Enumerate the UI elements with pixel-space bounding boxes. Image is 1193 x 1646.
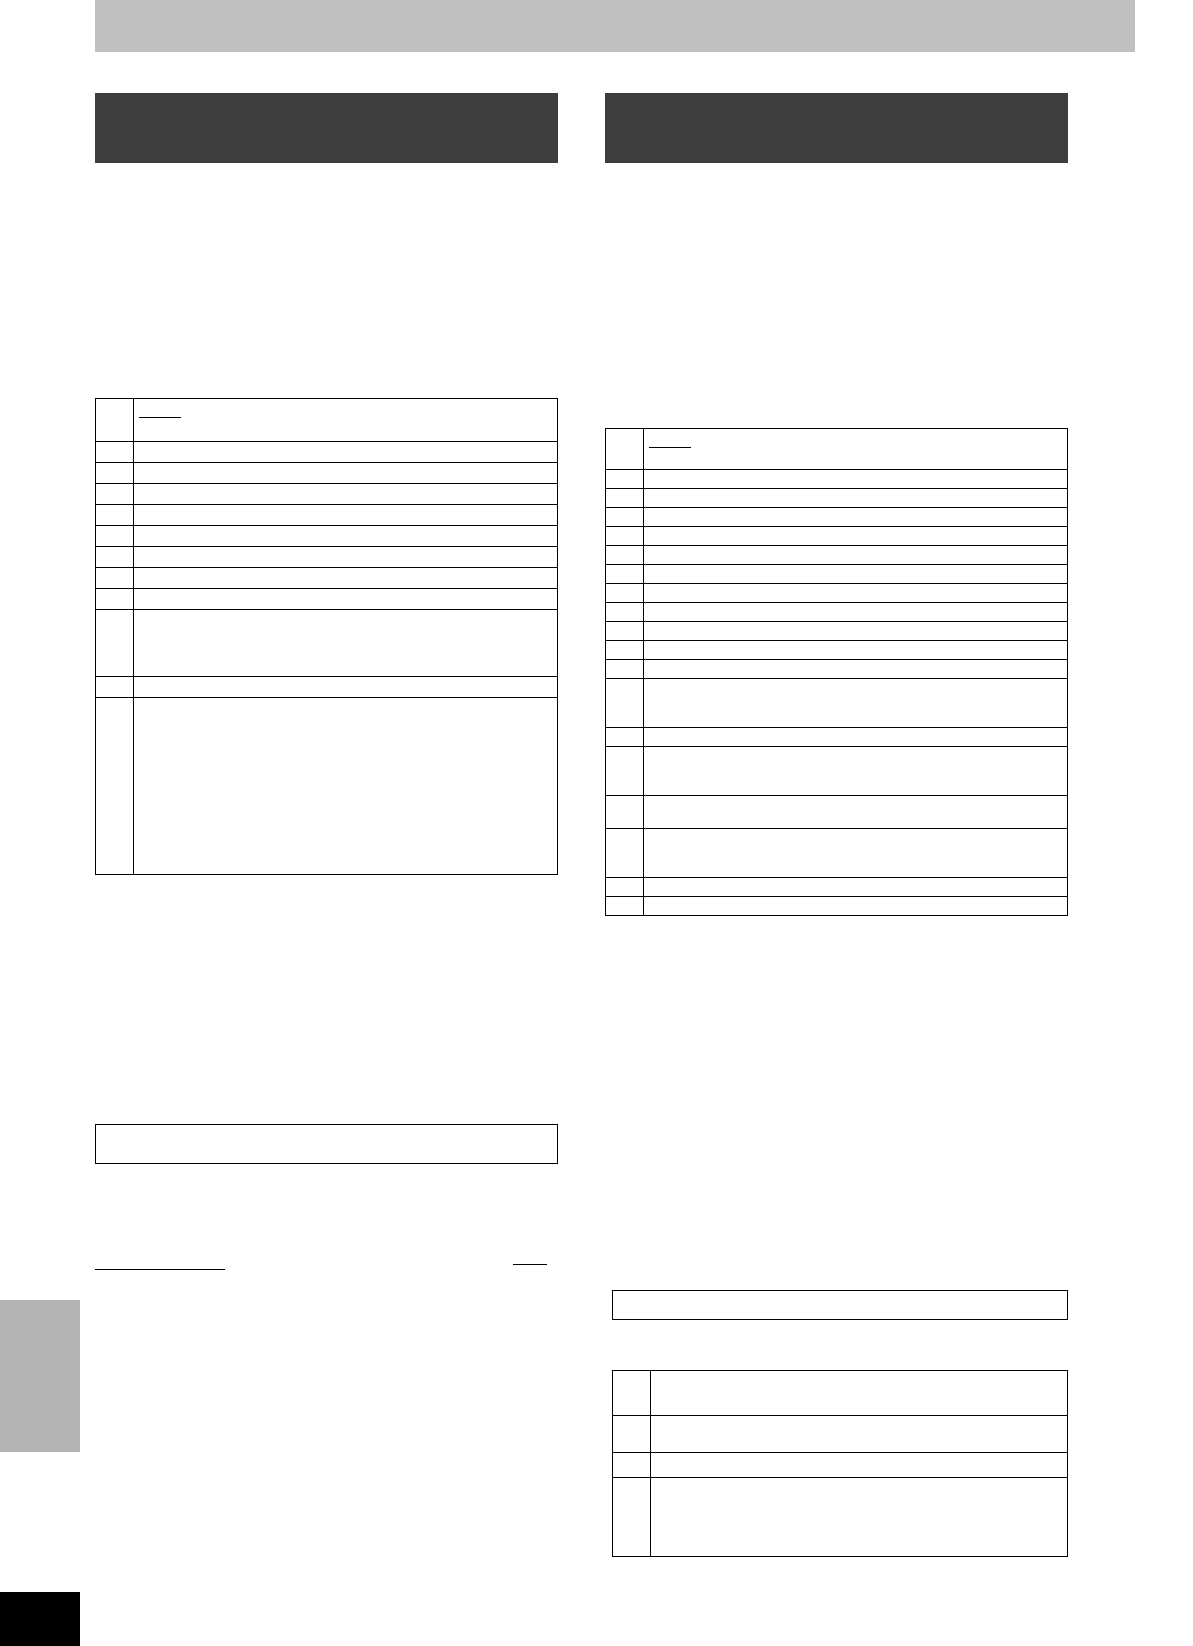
- row-num: [606, 878, 644, 897]
- table-header-row: [96, 399, 558, 442]
- table-header-label: [644, 429, 1068, 470]
- table-header-sub: [649, 447, 691, 448]
- row-num: [613, 1371, 651, 1416]
- row-num: [606, 728, 644, 747]
- table-header-num: [96, 399, 134, 442]
- right-table-wrapper: [605, 428, 1068, 916]
- table-row: [606, 679, 1068, 728]
- row-num: [606, 489, 644, 508]
- table-row: [606, 622, 1068, 641]
- table-row: [96, 589, 558, 610]
- table-row: [96, 505, 558, 526]
- table-header-label: [134, 399, 558, 442]
- row-text: [644, 565, 1068, 584]
- row-text: [134, 698, 558, 875]
- row-text: [644, 679, 1068, 728]
- row-text: [651, 1453, 1068, 1478]
- table-row: [96, 568, 558, 589]
- row-text: [651, 1478, 1068, 1557]
- right-section-title: [605, 93, 1068, 109]
- row-num: [606, 829, 644, 878]
- table-row: [96, 526, 558, 547]
- left-section-header: [95, 93, 558, 163]
- row-num: [96, 677, 134, 698]
- row-text: [644, 546, 1068, 565]
- row-num: [606, 679, 644, 728]
- row-num: [606, 796, 644, 829]
- left-section-title: [95, 93, 558, 109]
- left-footer-rule: [513, 1252, 547, 1265]
- table-row: [96, 698, 558, 875]
- row-text: [644, 527, 1068, 546]
- row-text: [134, 568, 558, 589]
- table-row: [606, 728, 1068, 747]
- row-num: [96, 505, 134, 526]
- row-num: [606, 747, 644, 796]
- row-text: [134, 610, 558, 677]
- table-row: [606, 897, 1068, 916]
- row-text: [651, 1371, 1068, 1416]
- row-num: [606, 660, 644, 679]
- row-num: [606, 897, 644, 916]
- row-text: [644, 829, 1068, 878]
- row-num: [606, 641, 644, 660]
- table-row: [606, 796, 1068, 829]
- table-row: [606, 470, 1068, 489]
- right-table2: [612, 1370, 1068, 1557]
- table-row: [613, 1371, 1068, 1416]
- right-note-box: [612, 1290, 1068, 1320]
- table-row: [606, 565, 1068, 584]
- row-num: [96, 589, 134, 610]
- row-text: [134, 442, 558, 463]
- table-row: [96, 610, 558, 677]
- row-text: [644, 603, 1068, 622]
- table-row: [613, 1416, 1068, 1453]
- table-row: [606, 489, 1068, 508]
- table-row: [606, 747, 1068, 796]
- page-edge-tab: [0, 1300, 80, 1452]
- table-header-num: [606, 429, 644, 470]
- row-text: [134, 547, 558, 568]
- table-row: [613, 1478, 1068, 1557]
- row-num: [613, 1416, 651, 1453]
- row-num: [606, 527, 644, 546]
- row-text: [134, 463, 558, 484]
- row-text: [644, 728, 1068, 747]
- table-row: [96, 463, 558, 484]
- row-num: [613, 1478, 651, 1557]
- table-header-row: [606, 429, 1068, 470]
- row-text: [644, 796, 1068, 829]
- table-row: [606, 829, 1068, 878]
- row-num: [606, 470, 644, 489]
- right-table: [605, 428, 1068, 916]
- row-text: [644, 747, 1068, 796]
- row-text: [644, 622, 1068, 641]
- row-text: [134, 677, 558, 698]
- row-text: [644, 878, 1068, 897]
- row-num: [96, 547, 134, 568]
- table-row: [606, 660, 1068, 679]
- table-row: [606, 508, 1068, 527]
- page-edge-tab-black: [0, 1592, 80, 1646]
- row-num: [606, 622, 644, 641]
- row-num: [606, 565, 644, 584]
- row-text: [651, 1416, 1068, 1453]
- row-text: [644, 584, 1068, 603]
- row-text: [134, 484, 558, 505]
- row-text: [644, 660, 1068, 679]
- table-row: [606, 584, 1068, 603]
- row-num: [606, 584, 644, 603]
- row-num: [96, 526, 134, 547]
- table-row: [606, 603, 1068, 622]
- row-num: [96, 484, 134, 505]
- table-row: [606, 527, 1068, 546]
- left-table: [95, 398, 558, 875]
- row-num: [606, 508, 644, 527]
- row-num: [613, 1453, 651, 1478]
- table-row: [613, 1453, 1068, 1478]
- row-num: [606, 603, 644, 622]
- right-table2-wrapper: [612, 1370, 1068, 1557]
- table-row: [606, 546, 1068, 565]
- row-num: [96, 442, 134, 463]
- left-note-box: [95, 1124, 558, 1164]
- table-row: [606, 878, 1068, 897]
- row-num: [96, 610, 134, 677]
- row-text: [644, 508, 1068, 527]
- page-header-band: [95, 0, 1135, 52]
- right-section-header: [605, 93, 1068, 163]
- row-text: [134, 589, 558, 610]
- row-num: [606, 546, 644, 565]
- row-num: [96, 568, 134, 589]
- row-text: [644, 489, 1068, 508]
- row-text: [644, 641, 1068, 660]
- left-table-wrapper: [95, 398, 558, 875]
- row-text: [134, 505, 558, 526]
- table-header-sub: [139, 417, 181, 418]
- row-num: [96, 463, 134, 484]
- table-row: [96, 484, 558, 505]
- table-row: [96, 442, 558, 463]
- table-row: [606, 641, 1068, 660]
- table-row: [96, 677, 558, 698]
- row-text: [134, 526, 558, 547]
- left-footer-label: [95, 1252, 225, 1270]
- row-num: [96, 698, 134, 875]
- row-text: [644, 470, 1068, 489]
- table-row: [96, 547, 558, 568]
- row-text: [644, 897, 1068, 916]
